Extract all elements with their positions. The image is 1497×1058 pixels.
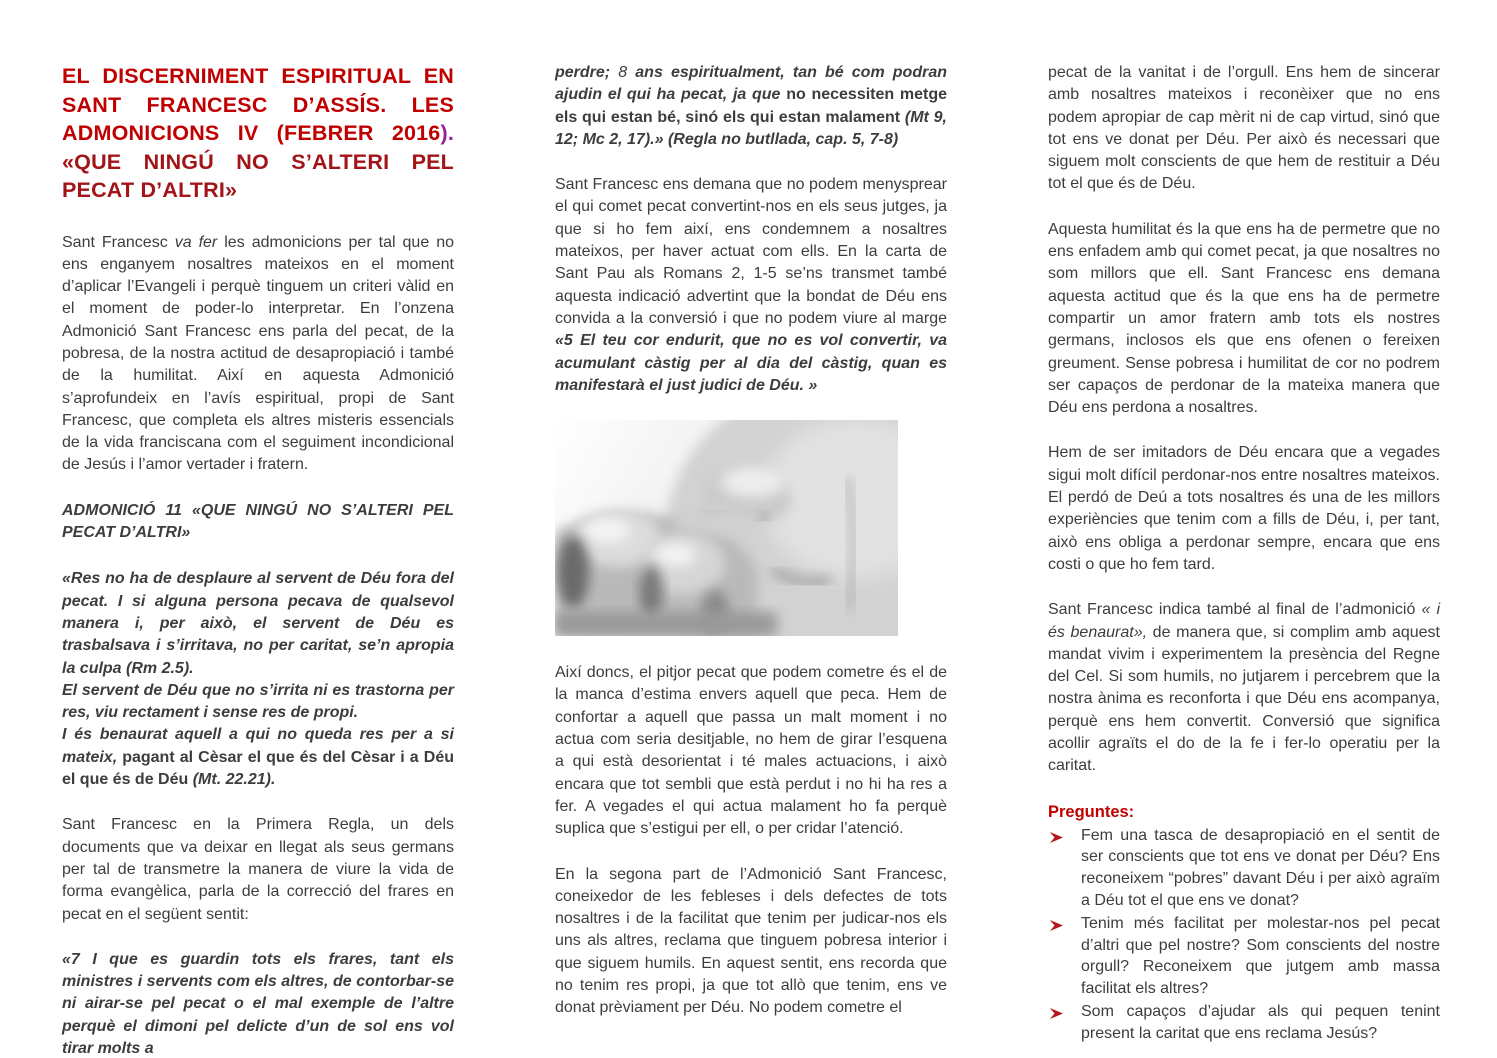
column-3 — [1048, 62, 1440, 1058]
praying-hands-illustration — [555, 420, 898, 636]
question-text: Fem una tasca de desapropiació en el sentit de ser conscients que tot ens ve donat per Déu? Ens reconeixem “pobres” davant Déu i per això agraïm a Déu tot el que ens ve donat? — [1081, 826, 1440, 909]
intro-run-1: Sant Francesc — [62, 233, 175, 251]
paragraph-pitjor-pecat: Així doncs, el pitjor pecat que podem cometre és el de la manca d’estima envers aquell que peca. Hem de confortar a aquell que passa un malt moment i no actua com seria desitjable, no hem de girar l’esquena a qui està desorientat i té males actuacions, i això encara que tot sembli que està perdut i no hi ha res a fer. A vegades el qui actua malament ho fa perquè suplica que s’estigui per ell, o per cridar l’atenció. — [555, 664, 947, 838]
benaurat-run-1: Sant Francesc indica també al final de l’admonició — [1048, 601, 1422, 619]
question-item-2 — [1048, 913, 1440, 1000]
admonition-quote-block — [62, 568, 454, 791]
quote-run-ref: (Mt. 22.21). — [192, 771, 276, 789]
regla-run-2: ans espiritualment, tan bé com podran ajudin el qui ha pecat, ja que — [555, 64, 947, 104]
quote-line-3 — [62, 724, 454, 791]
column-1 — [62, 62, 454, 1058]
sant-pau-run: Sant Francesc ens demana que no podem menysprear el qui comet pecat convertint-nos en els seus jutges, ja que si ho fem així, ens condemnem a nosaltres mateixos, per haver actuat com ells. En la carta de Sant Pau als Romans 2, 1-5 se’ns transmet també aquesta indicació advertint que la bondat de Déu ens convida a la conversió i que no podem viure al marge — [555, 176, 947, 327]
regla-run-number: 8 — [618, 64, 628, 81]
article-title — [62, 62, 454, 205]
paragraph-intro — [62, 232, 454, 477]
regla-quote-start: «7 I que es guardin tots els frares, tant els ministres i servents com els altres, de contorbar-se ni airar-se pel pecat o el mal exemple de l’altre perquè el dimoni pel delicte d’un de sol ens vol tirar molts a — [62, 950, 454, 1057]
arrow-bullet-icon — [1049, 1005, 1064, 1027]
benaurat-run-italic: « i és benaurat», — [1048, 601, 1440, 641]
question-item-1 — [1048, 825, 1440, 912]
paragraph-primera-regla: Sant Francesc en la Primera Regla, un dels documents que va deixar en llegat als seus germans per tal de transmetre la manera de viure la vida de forma evangèlica, parla de la correcció del frares en pecat en el següent sentit: — [62, 816, 454, 923]
benaurat-run-2: de manera que, si complim amb aquest mandat vivim i experimentem la presència del Regne del Cel. Si som humils, no jutjarem i percebrem que la nostra ànima es reconforta i que Déu ens acompanya, perquè ens hem convertit. Conversió que significa acollir agraïts el do de la fe i fer-lo operatiu per la caritat. — [1048, 623, 1440, 775]
question-item-3 — [1048, 1001, 1440, 1045]
paragraph-vanitat: pecat de la vanitat i de l’orgull. Ens hem de sincerar amb nosaltres mateixos i reconèixer que no ens podem apropiar de cap mèrit ni de cap virtud, sinó que tot ens ve donat per Déu. Per això és necessari que siguem molt conscients de que hem de restituir a Déu tot el que és de Déu. — [1048, 64, 1440, 193]
intro-run-italic: va fer — [174, 233, 218, 251]
admonition-heading: ADMONICIÓ 11 «QUE NINGÚ NO S’ALTERI PEL PECAT D’ALTRI» — [62, 501, 454, 542]
quote-run-upright: pagant al Cèsar el que és del Cèsar i a Déu el que és de Déu — [62, 748, 454, 789]
paragraph-humilitat: Aquesta humilitat és la que ens ha de permetre que no ens enfadem amb qui comet pecat, ja que nosaltres no som millors que ell. Sant Francesc ens demana aquesta actitud que és la que ens ha de permetre compartir un amor fratern amb tots els nostres germans, inclosos els que ens ofenen o fereixen greument. Sense pobresa i humilitat de cor no podrem ser capaços de perdonar de la mateixa manera que Déu ens perdona a nosaltres. — [1048, 220, 1440, 417]
paragraph-imitadors: Hem de ser imitadors de Déu encara que a vegades sigui molt difícil perdonar-nos entre nosaltres mateixos. El perdó de Deú a tots nosaltres és una de les millors experiències que tenim com a fills de Déu, i, per tant, això ens obliga a perdonar sempre, encara que ens costi o que ho fem tard. — [1048, 444, 1440, 573]
arrow-bullet-icon — [1049, 917, 1064, 939]
romans-quote-run: «5 El teu cor endurit, que no es vol convertir, va acumulant càstig per al dia del càstig, quan es manifestarà el just judici de Déu. » — [555, 332, 947, 394]
regla-quote-continuation — [555, 62, 947, 151]
praying-hands-photo — [555, 420, 898, 636]
regla-run-upright: no necessiten metge els qui estan bé, sinó els qui estan malament — [555, 86, 948, 126]
quote-line-1: «Res no ha de desplaure al servent de Déu fora del pecat. I si alguna persona pecava de qualsevol manera i, per això, el servent de Déu es trasbalsava i s’irritava, no per caritat, se’n apropia la culpa (Rm 2.5). — [62, 570, 454, 677]
paragraph-sant-pau — [555, 174, 947, 397]
regla-run-1: perdre; — [555, 64, 619, 81]
intro-run-2: les admonicions per tal que no ens enganyem nosaltres mateixos en el moment d’aplicar l’Evangeli i perquè tinguem un criteri vàlid en el moment de poder-lo interpretar. En l’onzena Admonició Sant Francesc ens parla del pecat, de la pobresa, de la nostra actitud de desapropiació i també de la humilitat. Així en aquesta Admonició s’aprofundeix en l’avís espiritual, propi de Sant Francesc, que completa els altres misteris essencials de la vida franciscana com el seguiment incondicional de Jesús i l’amor vertader i fratern. — [62, 233, 455, 474]
preguntes-heading: Preguntes: — [1048, 802, 1135, 821]
title-quote-text: «QUE NINGÚ NO S’ALTERI PEL PECAT D’ALTRI» — [62, 149, 454, 202]
paragraph-segona-part: En la segona part de l’Admonició Sant Francesc, coneixedor de les febleses i dels defectes de tots nosaltres i de la facilitat que tenim per judicar-nos els uns als altres, reclama que tinguem pobresa interior i que siguem humils. En aquest sentit, ens recorda que no tenim res propi, ja que tot allò que tenim, ens ve donat prèviament per Déu. No podem cometre el — [555, 865, 947, 1017]
column-2 — [555, 62, 947, 1058]
title-paren-text: ). — [440, 121, 454, 145]
title-main-text: EL DISCERNIMENT ESPIRITUAL EN SANT FRANCESC D’ASSÍS. LES ADMONICIONS IV (FEBRER 2016 — [62, 64, 454, 145]
quote-line-2: El servent de Déu que no s’irrita ni es trastorna per res, viu rectament i sense res de propi. — [62, 681, 454, 722]
question-text: Tenim més facilitat per molestar-nos pel pecat d’altri que pel nostre? Som conscients del nostre orgull? Reconeixem que jutgem amb massa facilitat els altres? — [1081, 914, 1440, 998]
paragraph-benaurat — [1048, 599, 1440, 777]
quote-run-italic: I és benaurat aquell a qui no queda res per a si mateix, — [62, 726, 454, 766]
question-list — [1048, 825, 1440, 1045]
arrow-bullet-icon — [1049, 829, 1064, 851]
question-text: Som capaços d’ajudar als qui pequen tenint present la caritat que ens reclama Jesús? — [1081, 1002, 1440, 1042]
regla-run-ref: (Mt 9, 12; Mc 2, 17).» (Regla no butllada, cap. 5, 7-8) — [555, 108, 947, 148]
